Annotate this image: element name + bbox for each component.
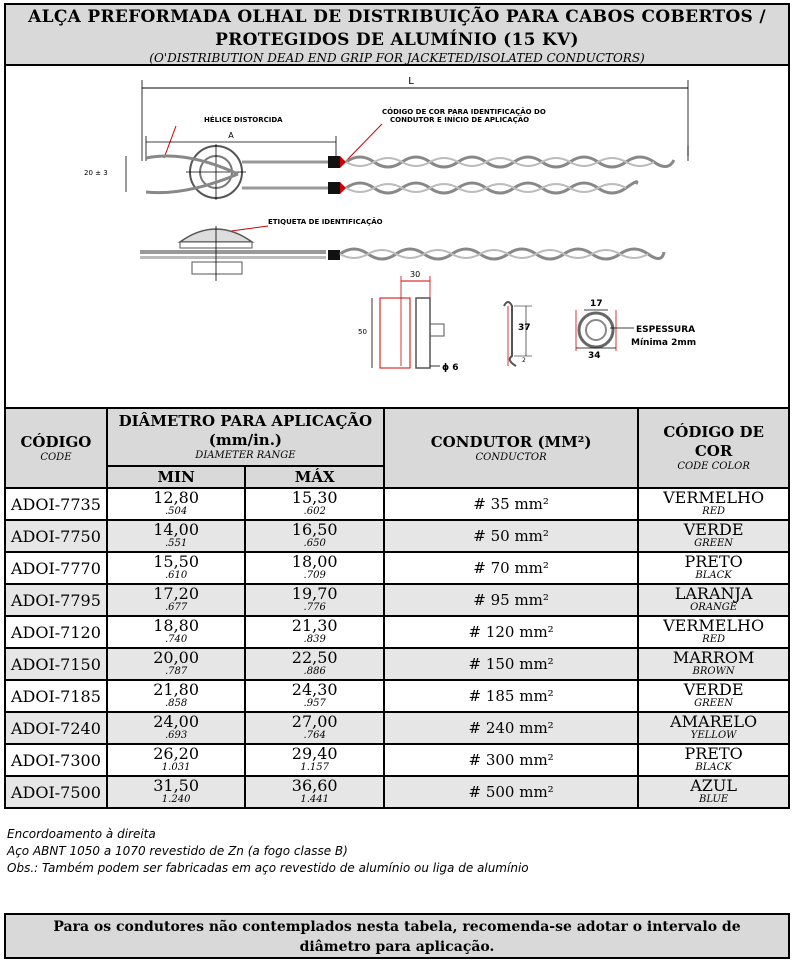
label-color-code-1: CÓDIGO DE COR PARA IDENTIFICAÇÃO DO: [382, 108, 546, 116]
cell-max: 19,70 .776: [245, 584, 384, 616]
title-line-2: PROTEGIDOS DE ALUMÍNIO (15 KV): [215, 30, 579, 50]
cell-code: ADOI-7185: [5, 680, 107, 712]
label-phi6: ϕ 6: [442, 363, 459, 373]
header-min: MIN: [107, 466, 246, 488]
label-2: 2: [522, 357, 526, 364]
header-code: CÓDIGO CODE: [5, 408, 107, 488]
note-line-2: Aço ABNT 1050 a 1070 revestido de Zn (a fogo classe B): [7, 844, 348, 858]
cell-max: 16,50 .650: [245, 520, 384, 552]
cell-min: 18,80 .740: [107, 616, 246, 648]
cell-color: AMARELO YELLOW: [638, 712, 789, 744]
cell-min: 26,20 1.031: [107, 744, 246, 776]
cell-min: 24,00 .693: [107, 712, 246, 744]
cell-max: 36,60 1.441: [245, 776, 384, 808]
table-row: [5, 616, 789, 648]
cell-max: 15,30 .602: [245, 488, 384, 520]
header-color-code: CÓDIGO DE COR CODE COLOR: [638, 408, 789, 488]
table-row: [5, 776, 789, 808]
cell-code: ADOI-7500: [5, 776, 107, 808]
footer-note: [4, 913, 790, 959]
label-34: 34: [588, 351, 601, 361]
cell-conductor: # 150 mm²: [384, 648, 638, 680]
table-row: [5, 744, 789, 776]
cell-color: AZUL BLUE: [638, 776, 789, 808]
label-L: L: [408, 76, 414, 87]
technical-drawing: [4, 66, 790, 409]
spec-table: [4, 407, 790, 809]
cell-code: ADOI-7795: [5, 584, 107, 616]
label-thickness-2: Mínima 2mm: [631, 338, 697, 348]
table-row: [5, 648, 789, 680]
table-row: [5, 584, 789, 616]
cell-code: ADOI-7240: [5, 712, 107, 744]
cell-max: 24,30 .957: [245, 680, 384, 712]
cell-max: 18,00 .709: [245, 552, 384, 584]
cell-code: ADOI-7735: [5, 488, 107, 520]
table-row: [5, 680, 789, 712]
table-row: [5, 712, 789, 744]
cell-min: 14,00 .551: [107, 520, 246, 552]
label-37: 37: [518, 323, 531, 333]
cell-color: VERMELHO RED: [638, 488, 789, 520]
cell-conductor: # 35 mm²: [384, 488, 638, 520]
notes: [7, 826, 529, 877]
label-tag: ETIQUETA DE IDENTIFICAÇÃO: [268, 218, 383, 226]
label-A: A: [228, 131, 234, 140]
cell-color: VERMELHO RED: [638, 616, 789, 648]
label-dim-20: 20 ± 3: [84, 169, 108, 177]
label-thickness-1: ESPESSURA: [636, 325, 696, 335]
drawing-svg: [6, 66, 792, 409]
cell-code: ADOI-7770: [5, 552, 107, 584]
cell-code: ADOI-7120: [5, 616, 107, 648]
cell-color: MARROM BROWN: [638, 648, 789, 680]
cell-min: 20,00 .787: [107, 648, 246, 680]
table-row: [5, 520, 789, 552]
cell-min: 17,20 .677: [107, 584, 246, 616]
label-color-code-2: CONDUTOR E INÍCIO DE APLICAÇÃO: [390, 116, 530, 124]
header-max: MÁX: [245, 466, 384, 488]
label-17: 17: [590, 299, 603, 309]
note-line-1: Encordoamento à direita: [7, 827, 156, 841]
cell-max: 27,00 .764: [245, 712, 384, 744]
title-line-1: ALÇA PREFORMADA OLHAL DE DISTRIBUIÇÃO PARA CABOS COBERTOS /: [28, 7, 766, 27]
cell-code: ADOI-7300: [5, 744, 107, 776]
cell-max: 22,50 .886: [245, 648, 384, 680]
cell-color: PRETO BLACK: [638, 552, 789, 584]
cell-min: 15,50 .610: [107, 552, 246, 584]
cell-conductor: # 120 mm²: [384, 616, 638, 648]
cell-conductor: # 240 mm²: [384, 712, 638, 744]
cell-code: ADOI-7750: [5, 520, 107, 552]
cell-max: 29,40 1.157: [245, 744, 384, 776]
footer-line-2: diâmetro para aplicação.: [299, 939, 495, 955]
cell-min: 12,80 .504: [107, 488, 246, 520]
table-row: [5, 552, 789, 584]
cell-conductor: # 500 mm²: [384, 776, 638, 808]
cell-color: VERDE GREEN: [638, 520, 789, 552]
table-row: [5, 488, 789, 520]
cell-max: 21,30 .839: [245, 616, 384, 648]
cell-color: PRETO BLACK: [638, 744, 789, 776]
cell-min: 31,50 1.240: [107, 776, 246, 808]
cell-conductor: # 185 mm²: [384, 680, 638, 712]
label-50: 50: [358, 328, 367, 336]
cell-code: ADOI-7150: [5, 648, 107, 680]
subtitle: (O'DISTRIBUTION DEAD END GRIP FOR JACKETED/ISOLATED CONDUCTORS): [149, 51, 645, 65]
footer-line-1: Para os condutores não contemplados nesta tabela, recomenda-se adotar o intervalo de: [53, 919, 741, 935]
cell-color: LARANJA ORANGE: [638, 584, 789, 616]
cell-conductor: # 70 mm²: [384, 552, 638, 584]
note-line-3: Obs.: Também podem ser fabricadas em aço revestido de alumínio ou liga de alumínio: [7, 861, 529, 875]
label-helix: HÉLICE DISTORCIDA: [204, 116, 283, 124]
cell-min: 21,80 .858: [107, 680, 246, 712]
header-conductor: CONDUTOR (MM²) CONDUCTOR: [384, 408, 638, 488]
cell-conductor: # 50 mm²: [384, 520, 638, 552]
cell-color: VERDE GREEN: [638, 680, 789, 712]
header-diameter: DIÂMETRO PARA APLICAÇÃO (mm/in.) DIAMETER RANGE: [107, 408, 384, 466]
cell-conductor: # 300 mm²: [384, 744, 638, 776]
page-header: [4, 3, 790, 66]
cell-conductor: # 95 mm²: [384, 584, 638, 616]
label-30: 30: [410, 270, 421, 279]
